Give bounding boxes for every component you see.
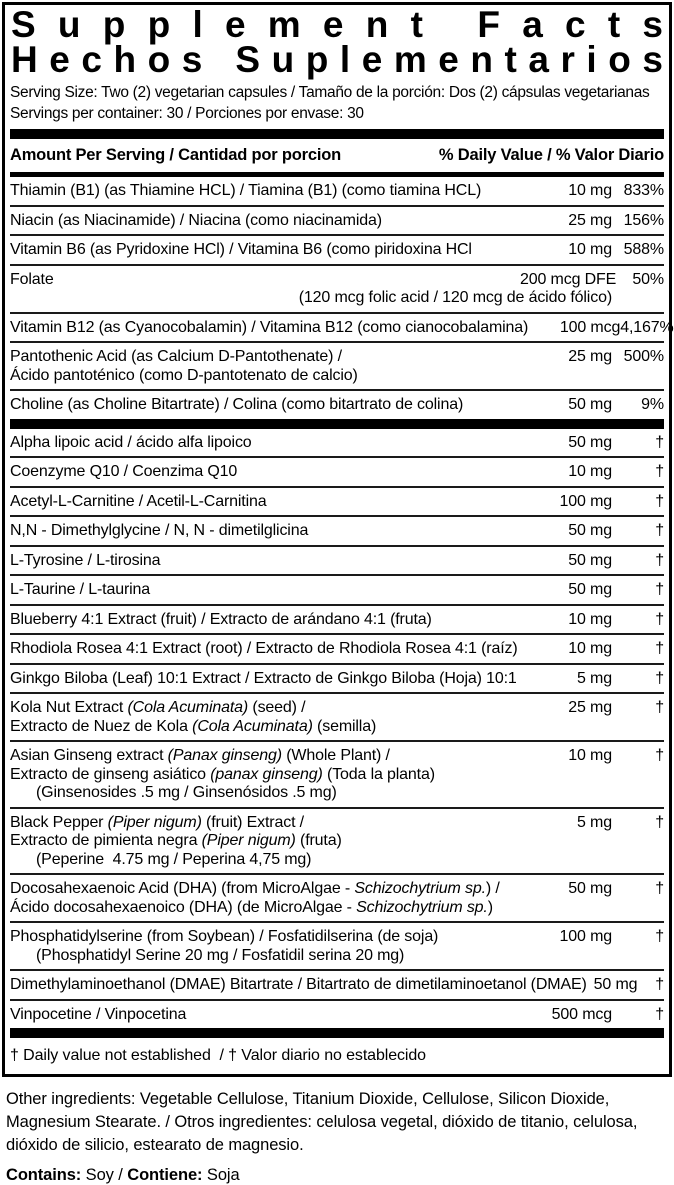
ingredient-name xyxy=(10,434,520,453)
daily-value: † xyxy=(655,976,664,993)
title-letter: h xyxy=(113,39,137,80)
ingredient-text: (Ginsenosides .5 mg / Ginsenósidos .5 mg) xyxy=(36,784,337,801)
amount-value: 5 mg xyxy=(577,669,612,687)
section-divider xyxy=(10,419,664,429)
title-letter: i xyxy=(586,39,597,80)
ingredient-text: Coenzyme Q10 / Coenzima Q10 xyxy=(10,463,238,480)
title-letter: a xyxy=(528,39,549,80)
ingredient-text: Alpha lipoic acid / ácido alfa lipoico xyxy=(10,433,252,451)
ingredient-text: Kola Nut Extract xyxy=(10,699,128,716)
daily-value: † xyxy=(655,492,664,510)
table-row xyxy=(10,343,664,389)
ingredient-text: Vitamin B6 (as Pyridoxine HCl) / Vitamina B6 (como piridoxina HCl xyxy=(10,241,472,258)
ingredient-text: L-Taurine / L-taurina xyxy=(10,581,151,598)
title-letter: p xyxy=(305,39,329,80)
table-row xyxy=(10,517,664,545)
ingredient-name xyxy=(10,747,520,766)
ingredient-name xyxy=(10,522,520,541)
ingredient-text: Vitamin B12 (as Cyanocobalamin) / Vitamina B12 (como cianocobalamina) xyxy=(10,318,529,336)
ingredient-text: (Phosphatidyl Serine 20 mg / Fosfatidil serina 20 mg) xyxy=(36,946,405,964)
ingredient-subline xyxy=(10,718,612,737)
ingredient-text: Extracto de pimienta negra xyxy=(10,832,202,849)
ingredient-text: Ácido pantoténico (como D-pantotenato de calcio) xyxy=(10,366,358,384)
title-letter: e xyxy=(224,4,246,45)
title-letter: o xyxy=(147,39,171,80)
section-divider-top xyxy=(10,129,664,139)
daily-value: 9% xyxy=(641,396,664,413)
title-letter: s xyxy=(642,39,663,80)
table-row xyxy=(10,635,664,663)
table-column-headers xyxy=(10,139,664,172)
ingredient-name xyxy=(10,463,520,482)
ingredient-name xyxy=(10,611,520,630)
ingredient-subline xyxy=(10,784,612,803)
table-row xyxy=(10,694,664,740)
daily-value: † xyxy=(655,551,664,569)
title-letter: a xyxy=(522,4,543,45)
ingredient-text: (Whole Plant) / xyxy=(281,747,390,764)
title-letter: e xyxy=(438,39,459,80)
table-row xyxy=(10,742,664,807)
amount-value: 50 mg xyxy=(568,581,612,598)
table-row xyxy=(10,875,664,921)
amount-value: 50 mg xyxy=(568,551,612,569)
daily-value: 50% xyxy=(632,270,664,288)
daily-value: † xyxy=(655,928,664,945)
amount-value: 5 mg xyxy=(577,813,612,831)
title-letter: c xyxy=(81,39,102,80)
ingredient-text: N,N - Dimethylglycine / N, N - dimetilglicina xyxy=(10,522,309,539)
amount-value: 100 mcg xyxy=(559,318,621,336)
title-letter: c xyxy=(565,4,586,45)
daily-value: † xyxy=(655,610,664,628)
title-letter: s xyxy=(642,4,663,45)
title-letter: e xyxy=(361,39,383,80)
daily-value: † xyxy=(655,880,664,897)
amount-per-serving-header: Amount Per Serving / Cantidad por porcion xyxy=(10,146,341,164)
label-footer xyxy=(0,1077,674,1185)
daily-value: † xyxy=(655,433,664,451)
allergen-statement xyxy=(6,1166,666,1185)
ingredient-text: Thiamin (B1) (as Thiamine HCL) / Tiamina (B1) (como tiamina HCL) xyxy=(10,182,482,199)
title-letter: t xyxy=(607,4,621,45)
table-row xyxy=(10,1001,664,1029)
title-english xyxy=(10,4,664,45)
table-row xyxy=(10,606,664,634)
table-row xyxy=(10,429,664,457)
ingredient-text: Dimethylaminoethanol (DMAE) Bitartrate / Bitartrato de dimetilaminoetanol (DMAE) xyxy=(10,976,587,993)
title-letter: t xyxy=(504,39,517,80)
ingredient-name xyxy=(10,976,638,995)
ingredient-subline xyxy=(10,289,612,308)
table-row xyxy=(10,665,664,693)
daily-value: † xyxy=(655,1005,664,1023)
title-letter: n xyxy=(470,39,493,80)
title-letter: o xyxy=(608,39,631,80)
daily-value: 156% xyxy=(623,211,664,229)
amount-value: 25 mg xyxy=(568,211,612,229)
ingredient-text: (fruta) xyxy=(295,832,342,849)
ingredient-subline xyxy=(10,899,612,918)
title-spanish xyxy=(10,39,664,80)
daily-value: † xyxy=(655,581,664,598)
botanical-name: (Cola Acuminata) xyxy=(192,717,313,735)
ingredient-text: Ácido docosahexaenoico (DHA) (de MicroAlgae - xyxy=(10,898,357,916)
ingredient-name xyxy=(10,182,520,201)
botanical-name: (panax ginseng) xyxy=(210,765,323,783)
amount-value: 200 mcg DFE xyxy=(520,270,617,288)
title-letter: l xyxy=(339,39,351,80)
ingredient-subline xyxy=(10,947,612,966)
ingredient-text: Extracto de Nuez de Kola xyxy=(10,717,193,735)
table-row xyxy=(10,177,664,205)
title-letter: u xyxy=(57,4,81,45)
ingredient-text: (Toda la planta) xyxy=(322,765,435,783)
ingredient-text: Phosphatidylserine (from Soybean) / Fosfatidilserina (de soja) xyxy=(10,928,439,945)
ingredient-name xyxy=(10,348,520,367)
ingredient-name xyxy=(10,581,520,600)
daily-value: † xyxy=(655,813,664,831)
ingredient-name xyxy=(10,699,520,718)
ingredient-text: ) xyxy=(487,898,493,916)
ingredient-text: Folate xyxy=(10,270,54,288)
daily-value: † xyxy=(655,640,664,657)
ingredient-name xyxy=(10,814,520,833)
daily-value: † xyxy=(655,669,664,687)
ingredient-subline xyxy=(10,851,612,870)
title-letter: l xyxy=(192,4,203,45)
title-letter: t xyxy=(410,4,423,45)
ingredient-subline xyxy=(10,766,612,785)
amount-value: 10 mg xyxy=(568,640,612,657)
supplement-facts-panel xyxy=(2,2,672,1077)
ingredient-name xyxy=(10,552,520,571)
table-row xyxy=(10,547,664,575)
title-letter: H xyxy=(11,39,38,80)
ingredient-text: Black Pepper xyxy=(10,813,108,831)
amount-value: 50 mg xyxy=(593,976,638,993)
section-divider xyxy=(10,1028,664,1038)
amount-value: 25 mg xyxy=(568,348,612,365)
contains-value-es: Soja xyxy=(202,1166,240,1184)
serving-info xyxy=(10,82,664,124)
contains-label-en: Contains: xyxy=(6,1166,82,1184)
table-row xyxy=(10,236,664,264)
table-row xyxy=(10,314,674,342)
amount-value: 25 mg xyxy=(568,699,612,716)
contains-value-en: Soy / xyxy=(81,1166,128,1184)
ingredient-text: (fruit) Extract / xyxy=(201,813,304,831)
ingredient-text: Niacin (as Niacinamide) / Niacina (como niacinamida) xyxy=(10,211,382,229)
amount-value: 500 mcg xyxy=(551,1005,612,1023)
ingredient-subline xyxy=(10,832,612,851)
amount-value: 100 mg xyxy=(559,928,612,945)
amount-value: 50 mg xyxy=(568,433,612,451)
ingredient-text: Pantothenic Acid (as Calcium D-Pantothenate) / xyxy=(10,348,342,365)
other-ingredients: Other ingredients: Vegetable Cellulose, Titanium Dioxide, Cellulose, Silicon Dioxide, Magnesium Stearate. / Otros ingredientes: celulosa vegetal, dióxido de titanio, celulosa, dióxido de silicio, estearato de magnesio. xyxy=(6,1090,638,1154)
contains-label-es: Contiene: xyxy=(127,1166,203,1184)
botanical-name: (Piper nigum) xyxy=(201,832,296,849)
serving-size: Serving Size: Two (2) vegetarian capsules / Tamaño de la porción: Dos (2) cápsulas vegetarianas xyxy=(10,84,650,101)
ingredient-name xyxy=(10,493,520,512)
title-letter: n xyxy=(365,4,389,45)
facts-rows xyxy=(10,177,674,1038)
botanical-name: Schizochytrium sp. xyxy=(354,880,486,897)
ingredient-text: Asian Ginseng extract xyxy=(10,747,168,764)
botanical-name: Schizochytrium sp. xyxy=(356,898,488,916)
table-row xyxy=(10,488,664,516)
ingredient-text: Vinpocetine / Vinpocetina xyxy=(10,1005,187,1023)
table-row xyxy=(10,207,664,235)
botanical-name: (Panax ginseng) xyxy=(167,747,282,764)
daily-value: † xyxy=(655,747,664,764)
title-letter: F xyxy=(477,4,500,45)
ingredient-text: Ginkgo Biloba (Leaf) 10:1 Extract / Extracto de Ginkgo Biloba (Hoja) 10:1 xyxy=(10,669,517,687)
ingredient-name xyxy=(10,670,520,689)
title-letter: e xyxy=(49,39,70,80)
ingredient-name xyxy=(10,640,520,659)
amount-value: 10 mg xyxy=(568,610,612,628)
ingredient-name xyxy=(10,241,520,260)
daily-value: 500% xyxy=(623,348,664,365)
ingredient-name xyxy=(10,1006,520,1025)
supplement-label xyxy=(0,2,674,1184)
ingredient-text: Docosahexaenoic Acid (DHA) (from MicroAlgae - xyxy=(10,880,355,897)
table-row xyxy=(10,458,664,486)
ingredient-text: Blueberry 4:1 Extract (fruit) / Extracto de arándano 4:1 (fruta) xyxy=(10,610,432,628)
table-row xyxy=(10,971,664,999)
title-letter: S xyxy=(11,4,36,45)
table-row xyxy=(10,923,664,969)
daily-value: 833% xyxy=(623,182,664,199)
title-letter: m xyxy=(267,4,301,45)
title-letter: S xyxy=(235,39,261,80)
ingredient-text: Rhodiola Rosea 4:1 Extract (root) / Extracto de Rhodiola Rosea 4:1 (raíz) xyxy=(10,640,518,657)
ingredient-text: L-Tyrosine / L-tirosina xyxy=(10,551,161,569)
ingredient-name xyxy=(10,212,520,231)
ingredient-text: ) / xyxy=(485,880,500,897)
ingredient-text: (120 mcg folic acid / 120 mcg de ácido fólico) xyxy=(298,289,612,306)
amount-value: 50 mg xyxy=(568,522,612,539)
ingredient-text: Acetyl-L-Carnitine / Acetil-L-Carnitina xyxy=(10,492,267,510)
servings-per-container: Servings per container: 30 / Porciones por envase: 30 xyxy=(10,105,364,122)
daily-value: † xyxy=(655,699,664,716)
title-letter: u xyxy=(271,39,295,80)
title-letter: m xyxy=(393,39,427,80)
table-row xyxy=(10,809,664,874)
title-letter: p xyxy=(102,4,126,45)
amount-value: 100 mg xyxy=(559,492,612,510)
daily-value: 588% xyxy=(623,241,664,258)
daily-value-footnote: † Daily value not established / † Valor diario no establecido xyxy=(10,1047,426,1064)
amount-value: 10 mg xyxy=(568,241,612,258)
title-letter: e xyxy=(322,4,344,45)
ingredient-subline xyxy=(10,367,612,386)
table-row xyxy=(10,266,664,312)
title-letter: r xyxy=(560,39,575,80)
ingredient-text: Choline (as Choline Bitartrate) / Colina (como bitartrato de colina) xyxy=(10,396,464,413)
amount-value: 10 mg xyxy=(568,747,612,764)
ingredient-text: (seed) / xyxy=(248,699,306,716)
ingredient-name xyxy=(10,396,520,415)
ingredient-text: (Peperine 4.75 mg / Peperina 4,75 mg) xyxy=(36,850,312,868)
title-letter: p xyxy=(147,4,171,45)
daily-value: † xyxy=(655,463,664,480)
amount-value: 50 mg xyxy=(568,396,612,413)
amount-value: 10 mg xyxy=(568,182,612,199)
ingredient-name xyxy=(10,928,520,947)
ingredient-text: (semilla) xyxy=(312,717,377,735)
ingredient-text: Extracto de ginseng asiático xyxy=(10,765,211,783)
daily-value-header: % Daily Value / % Valor Diario xyxy=(438,146,664,164)
daily-value: † xyxy=(655,522,664,539)
table-row xyxy=(10,391,664,419)
table-row xyxy=(10,576,664,604)
ingredient-name xyxy=(10,319,528,338)
ingredient-name xyxy=(10,271,520,290)
amount-value: 10 mg xyxy=(568,463,612,480)
title-letter: s xyxy=(181,39,203,80)
botanical-name: (Cola Acuminata) xyxy=(127,699,249,716)
ingredient-name xyxy=(10,880,520,899)
daily-value: 4,167% xyxy=(620,318,674,336)
botanical-name: (Piper nigum) xyxy=(107,813,202,831)
amount-value: 50 mg xyxy=(568,880,612,897)
